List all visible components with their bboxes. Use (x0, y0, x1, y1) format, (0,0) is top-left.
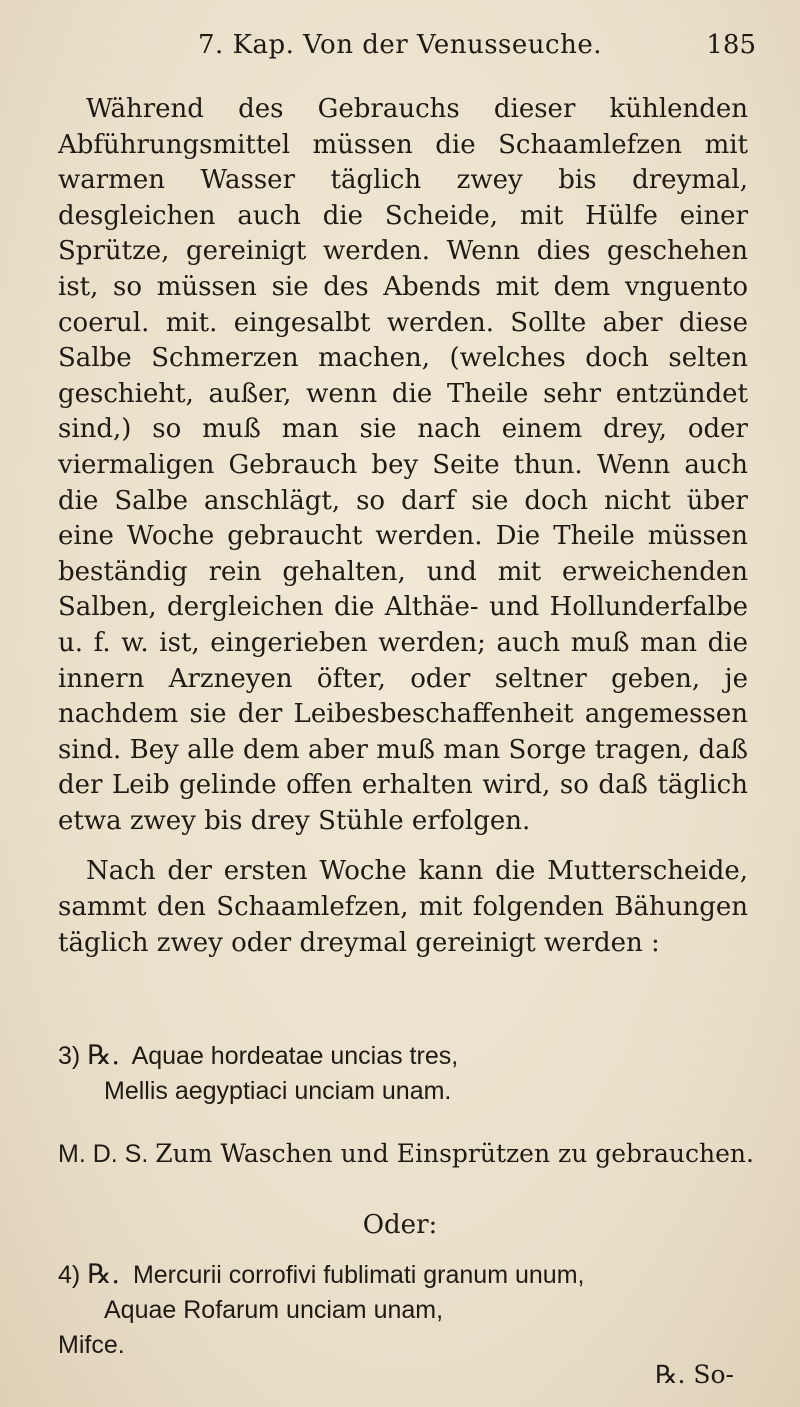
recipe-4 (58, 1257, 758, 1363)
catchword: ℞. So- (655, 1360, 734, 1389)
page-header (0, 30, 800, 70)
recipe-line: Mellis aegyptiaci unciam unam. (104, 1077, 452, 1105)
recipe-number: 3) (58, 1042, 81, 1070)
body-text (58, 92, 748, 961)
recipe-symbol: ℞. (87, 1040, 120, 1071)
page-number: 185 (706, 30, 756, 60)
running-title: 7. Kap. Von der Venusseuche. (198, 30, 602, 60)
recipe-line: Mifce. (58, 1331, 125, 1359)
recipe-line: Aquae Rofarum unciam unam, (104, 1296, 444, 1324)
paragraph-1: Während des Gebrauchs dieser kühlenden Abführungsmittel müssen die Schaamlefzen mit warmen Wasser täglich zwey bis dreymal, desgleichen auch die Scheide, mit Hülfe einer Sprütze, gereinigt werden. Wenn dies geschehen ist, so müssen sie des Abends mit dem vnguento coerul. mit. eingesalbt werden. Sollte aber diese Salbe Schmerzen machen, (welches doch selten geschieht, außer, wenn die Theile sehr entzündet sind,) so muß man sie nach einem drey, oder viermaligen Gebrauch bey Seite thun. Wenn auch die Salbe anschlägt, so darf sie doch nicht über eine Woche gebraucht werden. Die Theile müssen beständig rein gehalten, und mit erweichenden Salben, dergleichen die Althäe- und Hollunderfalbe u. f. w. ist, eingerieben werden; auch muß man die innern Arzneyen öfter, oder seltner geben, je nachdem sie der Leibesbeschaffenheit angemessen sind. Bey alle dem aber muß man Sorge tragen, daß der Leib gelinde offen erhalten wird, so daß täglich etwa zwey bis drey Stühle erfolgen. (58, 94, 748, 836)
signature-instruction (58, 1136, 758, 1172)
recipe-line: Aquae hordeatae uncias tres, (131, 1042, 459, 1070)
paragraph-2: Nach der ersten Woche kann die Mutterscheide, sammt den Schaamlefzen, mit folgenden Bähungen täglich zwey oder dreymal gereinigt werden : (58, 856, 748, 958)
recipe-line: Mercurii corrofivi fublimati granum unum, (132, 1261, 585, 1289)
recipe-number: 4) (58, 1261, 81, 1289)
mds-text: Zum Waschen und Einsprützen zu gebrauchen. (155, 1139, 754, 1168)
recipe-3 (58, 1038, 758, 1109)
recipe-symbol: ℞. (87, 1259, 120, 1290)
mds-prefix: M. D. S. (58, 1140, 149, 1168)
or-label: Oder: (362, 1210, 438, 1240)
